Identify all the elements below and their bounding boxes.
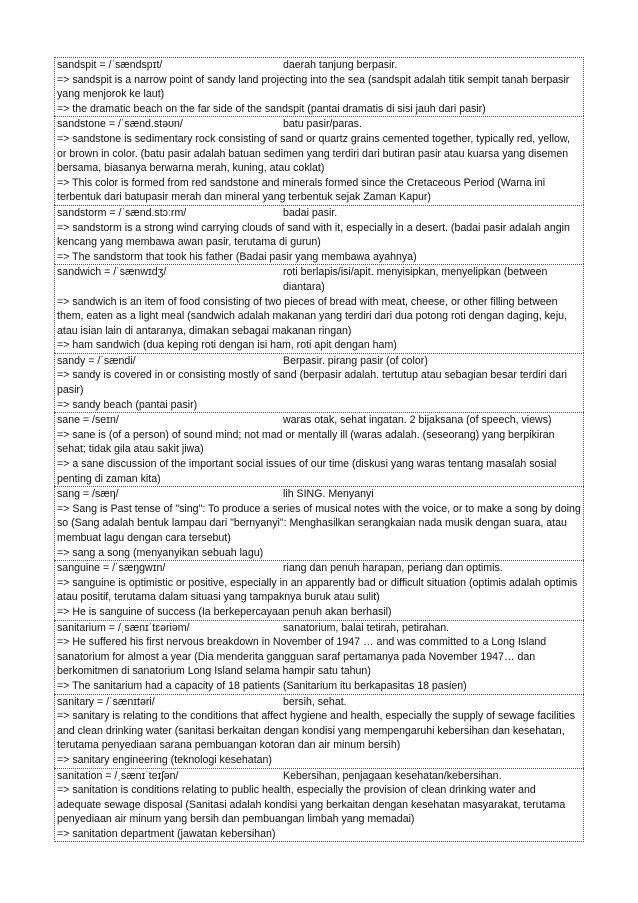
entry-meaning: roti berlapis/isi/apit. menyisipkan, menyelipkan (between diantara) <box>283 266 548 293</box>
entry-meaning: waras otak, sehat ingatan. 2 bijaksana (of speech, views) <box>283 414 552 427</box>
entry-example: => the dramatic beach on the far side of the sandspit (pantai dramatis di sisi jauh dari pasir) <box>57 102 486 115</box>
entry-term: sandy = /ˈsændi/ <box>57 354 136 367</box>
entry-term: sanitary = /ˈsænɪtəri/ <box>57 695 155 708</box>
entry-meaning: daerah tanjung berpasir. <box>283 59 398 71</box>
entry-example: => The sandstorm that took his father (Badai pasir yang membawa ayahnya) <box>57 250 417 263</box>
entry-example: => sanitation department (jawatan kebersihan) <box>57 827 276 840</box>
entry-meaning: badai pasir. <box>283 206 338 219</box>
entry-definition: => sane is (of a person) of sound mind; not mad or mentally ill (waras adalah. (seseorang) yang berpikiran sehat; tidak gila atau sakit jiwa) <box>57 428 555 456</box>
entry-term: sane = /seɪn/ <box>57 414 119 427</box>
entry-definition: => sandstorm is a strong wind carrying clouds of sand with it, especially in a desert. (badai pasir adalah angin kencang yang membawa awan pasir, terutama di gurun) <box>57 221 570 249</box>
entry-definition: => sandy is covered in or consisting mostly of sand (berpasir adalah. tertutup atau sebagian besar terdiri dari pasir) <box>57 369 567 397</box>
entry-definition: => sandspit is a narrow point of sandy land projecting into the sea (sandspit adalah titik sempit tanah berpasir yang menjorok ke laut) <box>57 73 570 101</box>
entry-meaning: lih SING. Menyanyi <box>283 488 374 501</box>
dictionary-page <box>54 57 584 842</box>
entry-sandy <box>54 353 584 412</box>
entry-term: sanitation = /ˌsænɪˈteɪʃən/ <box>57 769 179 782</box>
entry-example: => a sane discussion of the important social issues of our time (diskusi yang waras tentang masalah sosial penting di zaman kita) <box>57 458 557 485</box>
entry-definition: => sanitation is conditions relating to public health, especially the provision of clean drinking water and adequate sewage disposal (Sanitasi adalah kondisi yang berkaitan dengan kesehatan masyarakat, terutama penyediaan air minum yang bersih dan pembuangan limbah yang memadai) <box>57 784 566 826</box>
entry-example: => sang a song (menyanyikan sebuah lagu) <box>57 546 264 559</box>
entry-definition: => sandwich is an item of food consisting of two pieces of bread with meat, cheese, or other filling between them, eaten as a light meal (sandwich adalah makanan yang terdiri dari dua potong roti dengan daging, keju, atau isian lain di antaranya, dimakan sebagai makanan ringan) <box>57 295 568 337</box>
entry-example: => sanitary engineering (teknologi kesehatan) <box>57 753 272 766</box>
entry-sanguine <box>54 560 584 619</box>
entry-example: => sandy beach (pantai pasir) <box>57 398 198 411</box>
entry-sandstone <box>54 116 584 205</box>
entry-meaning: bersih, sehat. <box>283 695 347 708</box>
entry-term: sanguine = /ˈsæŋɡwɪn/ <box>57 562 166 575</box>
entry-sang <box>54 486 584 560</box>
entry-meaning: Kebersihan, penjagaan kesehatan/kebersihan. <box>283 769 502 782</box>
entry-definition: => Sang is Past tense of "sing": To produce a series of musical notes with the voice, or to make a song by doing so (Sang adalah bentuk lampau dari "bernyanyi": Menghasilkan serangkaian nada musik dengan suara, atau membuat lagu dengan cara tersebut) <box>57 502 581 544</box>
entry-term: sang = /sæŋ/ <box>57 488 119 501</box>
entry-sanitation <box>54 768 584 843</box>
entry-term: sandspit = /ˈsændspɪt/ <box>57 59 163 71</box>
entry-definition: => sanitary is relating to the conditions that affect hygiene and health, especially the supply of sewage facilities and clean drinking water (sanitasi berkaitan dengan kondisi yang mempengaruhi kebersihan dan kesehatan, terutama penyediaan sarana pembuangan kotoran dan air minum bersih) <box>57 710 576 752</box>
entry-meaning: sanatorium, balai tetirah, petirahan. <box>283 621 450 634</box>
entry-sanitary <box>54 694 584 768</box>
entry-term: sandstone = /ˈsænd.stəʊn/ <box>57 118 183 131</box>
entry-definition: => He suffered his first nervous breakdown in November of 1947 … and was committed to a Long Island sanatorium for almost a year (Dia menderita gangguan saraf pertamanya pada November 1947… dan berkomitmen di sanatorium Long Island selama hampir satu tahun) <box>57 636 547 678</box>
entry-sanitarium <box>54 620 584 694</box>
entry-sandspit <box>54 57 584 116</box>
entry-term: sanitarium = /ˌsænɪˈtɛəriəm/ <box>57 621 190 634</box>
entry-example: => This color is formed from red sandstone and minerals formed since the Cretaceous Period (Warna ini terbentuk dari batupasir merah dan mineral yang terbentuk sejak Zaman Kapur) <box>57 176 546 204</box>
entry-example: => The sanitarium had a capacity of 18 patients (Sanitarium itu berkapasitas 18 pasien) <box>57 679 467 692</box>
entry-meaning: Berpasir. pirang pasir (of color) <box>283 354 428 367</box>
entry-meaning: batu pasir/paras. <box>283 118 362 131</box>
entry-sane <box>54 412 584 486</box>
entry-definition: => sanguine is optimistic or positive, especially in an apparently bad or difficult situation (optimis adalah optimis atau positif, terutama dalam situasi yang tampaknya buruk atau sulit) <box>57 576 578 604</box>
entry-definition: => sandstone is sedimentary rock consisting of sand or quartz grains cemented together, typically red, yellow, or brown in color. (batu pasir adalah batuan sedimen yang terdiri dari butiran pasir atau kuarsa yang disemen bersama, biasanya berwarna merah, kuning, atau coklat) <box>57 132 570 175</box>
entry-meaning: riang dan penuh harapan, periang dan optimis. <box>283 562 503 575</box>
entry-sandwich <box>54 264 584 353</box>
entry-term: sandstorm = /ˈsænd.stɔːrm/ <box>57 206 187 219</box>
entry-term: sandwich = /ˈsænwɪdʒ/ <box>57 266 167 279</box>
entry-example: => ham sandwich (dua keping roti dengan isi ham, roti apit dengan ham) <box>57 339 397 352</box>
entry-sandstorm <box>54 205 584 264</box>
entry-example: => He is sanguine of success (Ia berkepercayaan penuh akan berhasil) <box>57 605 392 618</box>
